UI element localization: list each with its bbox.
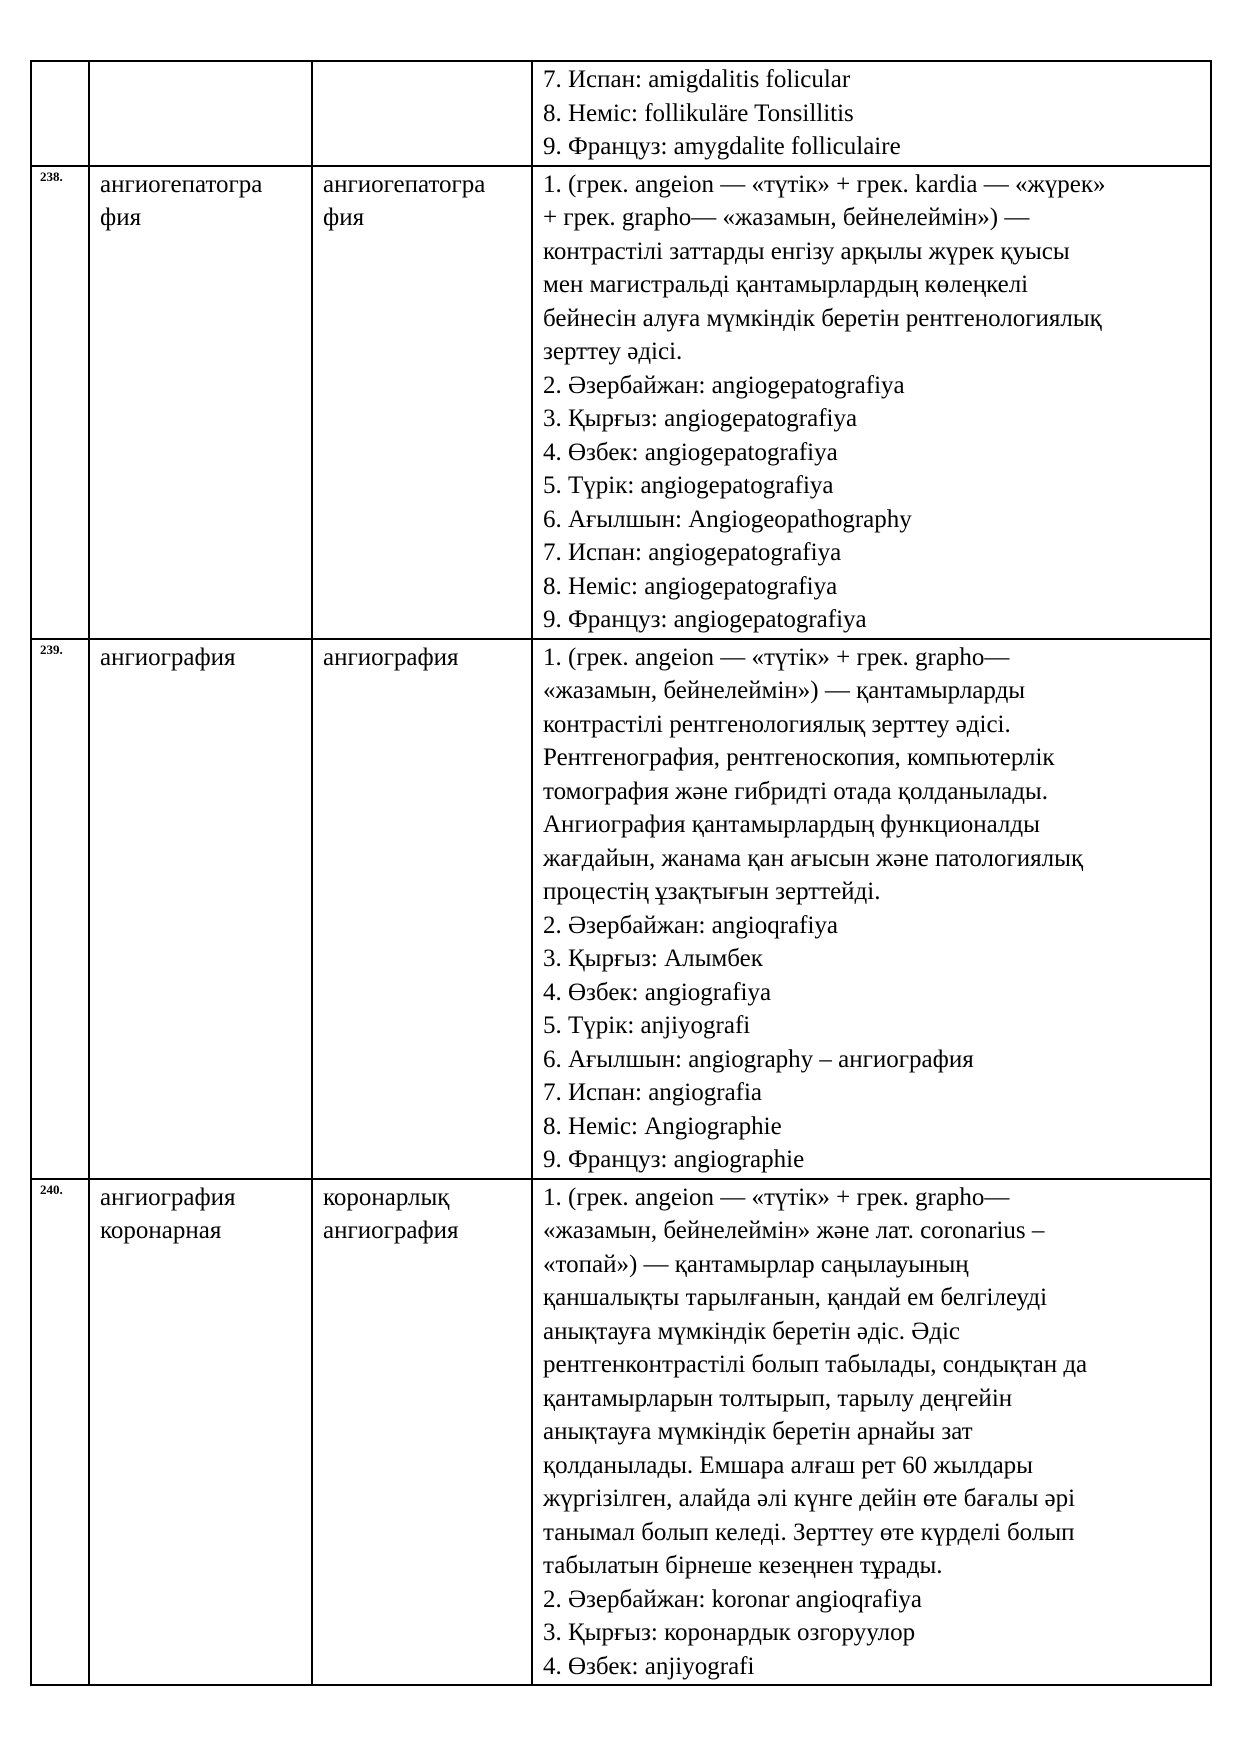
- definition-line: қантамырларын толтырып, тарылу деңгейін: [543, 1384, 1013, 1412]
- definition-line: 4. Өзбек: angiogepatografiya: [543, 438, 838, 466]
- definition-line: Ангиография қантамырлардың функционалды: [543, 811, 1040, 838]
- term-line: ангиография: [100, 1183, 236, 1211]
- term-kazakh: [312, 61, 532, 166]
- definition-line: + грек. grapho— «жазамын, бейнелеймін») —: [543, 204, 1030, 231]
- definition-line: 5. Түрік: anjiyografi: [543, 1012, 751, 1039]
- definition: [532, 1179, 1211, 1686]
- definition-line: «жазамын, бейнелеймін» және лат. coronarius –: [543, 1217, 1045, 1244]
- term-kazakh: [312, 639, 532, 1179]
- definition-line: 9. Француз: angiographie: [543, 1146, 805, 1173]
- term-line: фия: [323, 204, 365, 231]
- definition-line: 3. Қырғыз: Алымбек: [543, 945, 763, 972]
- definition: [532, 166, 1211, 639]
- definition-line: қолданылады. Емшара алғаш рет 60 жылдары: [543, 1451, 1033, 1479]
- definition-line: 7. Испан: angiografia: [543, 1079, 763, 1106]
- definition-line: анықтауға мүмкіндік беретін әдіс. Әдіс: [543, 1317, 961, 1345]
- term-line: ангиогепатогра: [323, 170, 486, 198]
- term-kazakh: [312, 166, 532, 639]
- definition-line: томография және гибридті отада қолданылады.: [543, 777, 1048, 805]
- definition: [532, 61, 1211, 166]
- definition-line: жүргізілген, алайда әлі күнге дейін өте бағалы әрі: [543, 1485, 1076, 1512]
- term-line: ангиогепатогра: [100, 170, 263, 198]
- definition-line: табылатын бірнеше кезеңнен тұрады.: [543, 1552, 943, 1579]
- definition-line: 2. Әзербайжан: angiogepatografiya: [543, 371, 905, 399]
- definition-line: 4. Өзбек: anjiyografi: [543, 1652, 755, 1680]
- table-row: [31, 639, 1211, 1179]
- definition-line: «топай») — қантамырлар саңылауының: [543, 1250, 969, 1278]
- term-line: коронарная: [100, 1217, 222, 1244]
- definition-line: 9. Француз: angiogepatografiya: [543, 606, 867, 633]
- table-row: [31, 61, 1211, 166]
- definition-line: 4. Өзбек: angiografiya: [543, 978, 772, 1006]
- entry-number: [31, 61, 89, 166]
- definition-line: 8. Неміс: Angiographie: [543, 1112, 782, 1140]
- definition-line: процестің ұзақтығын зерттейді.: [543, 878, 881, 905]
- table-body: [31, 61, 1211, 1685]
- definition-line: 3. Қырғыз: коронардык озгоруулор: [543, 1619, 916, 1646]
- term-kazakh: [312, 1179, 532, 1686]
- definition: [532, 639, 1211, 1179]
- definition-line: контрастілі рентгенологиялық зерттеу әдісі.: [543, 710, 1011, 738]
- term-line: коронарлық: [323, 1183, 450, 1211]
- table-row: [31, 1179, 1211, 1686]
- definition-line: «жазамын, бейнелеймін») — қантамырларды: [543, 677, 1026, 704]
- definition-line: 8. Неміс: follikuläre Tonsillitis: [543, 99, 854, 127]
- term-line: ангиография: [323, 643, 459, 671]
- term-russian: [89, 166, 312, 639]
- definition-line: контрастілі заттарды енгізу арқылы жүрек қуысы: [543, 237, 1070, 265]
- definition-line: 6. Ағылшын: Angiogeopathography: [543, 505, 912, 533]
- definition-line: рентгенконтрастілі болып табылады, сондықтан да: [543, 1351, 1088, 1378]
- table-row: [31, 166, 1211, 639]
- entry-number: 239.: [31, 639, 89, 1179]
- terminology-table: [30, 60, 1212, 1686]
- definition-line: мен магистральді қантамырлардың көлеңкелі: [543, 271, 1029, 298]
- definition-line: 7. Испан: angiogepatografiya: [543, 539, 842, 566]
- definition-line: 9. Француз: amygdalite folliculaire: [543, 133, 901, 160]
- definition-line: 8. Неміс: angiogepatografiya: [543, 572, 838, 600]
- definition-line: 2. Әзербайжан: koronar angioqrafiya: [543, 1585, 922, 1613]
- term-russian: [89, 1179, 312, 1686]
- definition-line: бейнесін алуға мүмкіндік беретін рентгенологиялық: [543, 304, 1102, 332]
- definition-line: 5. Түрік: angiogepatografiya: [543, 472, 834, 499]
- definition-line: 2. Әзербайжан: angioqrafiya: [543, 911, 838, 939]
- definition-line: зерттеу әдісі.: [543, 338, 683, 365]
- term-russian: [89, 639, 312, 1179]
- entry-number: 240.: [31, 1179, 89, 1686]
- definition-line: 3. Қырғыз: angiogepatografiya: [543, 405, 858, 432]
- definition-line: 1. (грек. angeion — «түтік» + грек. kardia — «жүрек»: [543, 170, 1106, 198]
- definition-line: танымал болып келеді. Зерттеу өте күрделі болып: [543, 1518, 1075, 1546]
- term-line: фия: [100, 204, 142, 231]
- term-line: ангиография: [100, 643, 236, 671]
- term-line: ангиография: [323, 1217, 459, 1244]
- definition-line: қаншалықты тарылғанын, қандай ем белгілеуді: [543, 1284, 1048, 1311]
- definition-line: 6. Ағылшын: angiography – ангиография: [543, 1045, 974, 1073]
- definition-line: жағдайын, жанама қан ағысын және патологиялық: [543, 844, 1084, 872]
- entry-number: 238.: [31, 166, 89, 639]
- definition-line: Рентгенография, рентгеноскопия, компьютерлік: [543, 744, 1055, 771]
- term-russian: [89, 61, 312, 166]
- definition-line: 1. (грек. angeion — «түтік» + грек. grapho—: [543, 1183, 1010, 1211]
- definition-line: анықтауға мүмкіндік беретін арнайы зат: [543, 1418, 973, 1445]
- definition-line: 7. Испан: amigdalitis folicular: [543, 66, 851, 93]
- definition-line: 1. (грек. angeion — «түтік» + грек. grapho—: [543, 643, 1010, 671]
